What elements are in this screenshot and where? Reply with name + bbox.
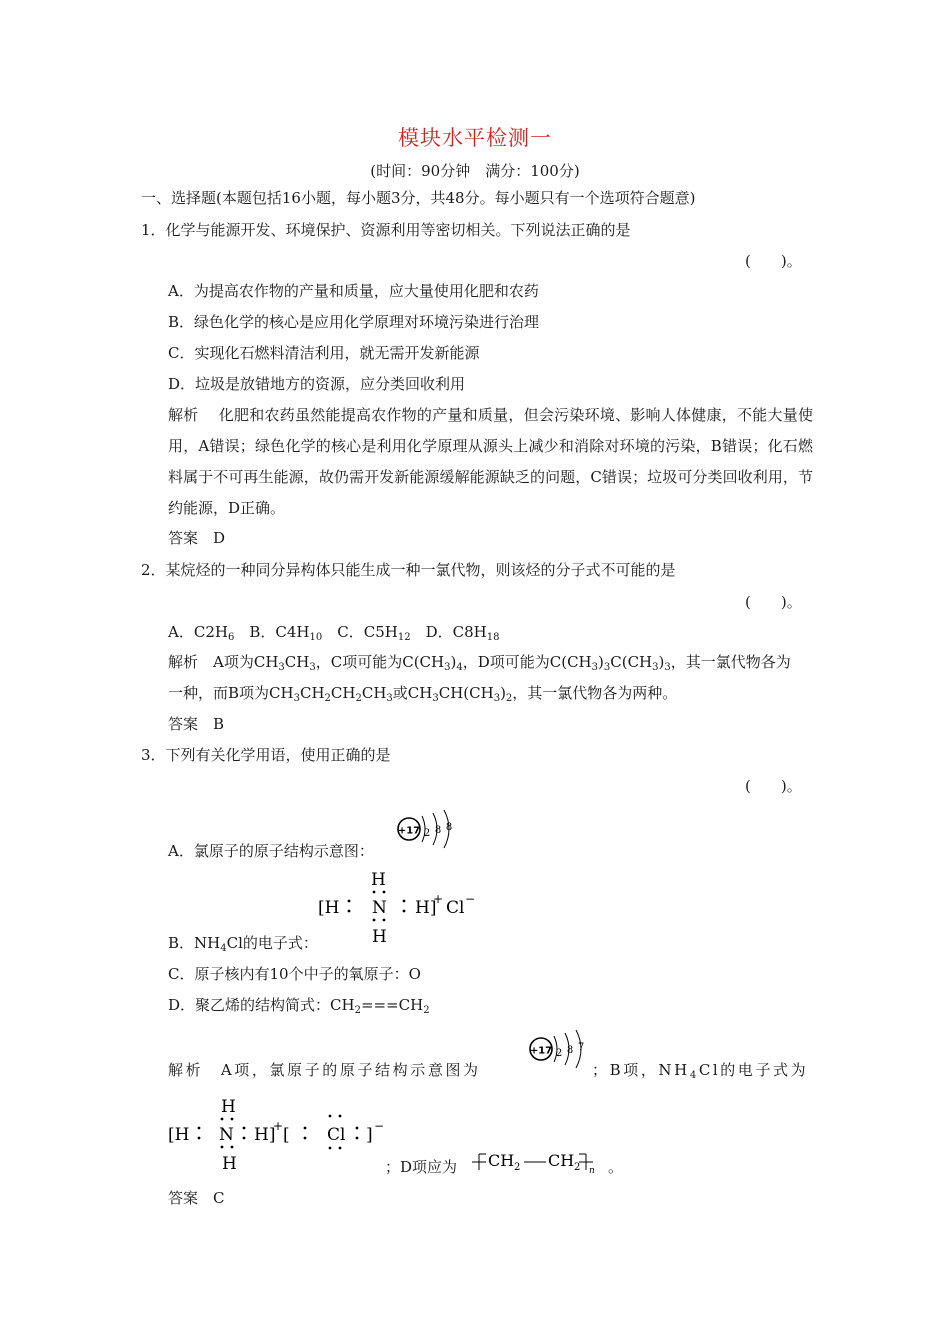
q3-analysis-label: 解析 [168, 1061, 204, 1079]
q2-option-a: A．C [168, 623, 206, 641]
q3-stem: 3．下列有关化学用语，使用正确的是 [141, 746, 391, 764]
q1-answer: 答案 D [168, 529, 226, 547]
svg-text:+17: +17 [529, 1045, 553, 1057]
q3-analysis-line1: 解析 A项，氯原子的原子结构示意图为 [168, 1061, 481, 1079]
chlorine-atom-structure-diagram-analysis [527, 1028, 597, 1074]
svg-text:H]: H] [415, 898, 437, 918]
svg-text:n: n [589, 1166, 595, 1176]
q2-option-b: B．C [249, 623, 287, 641]
svg-text:Cl: Cl [446, 898, 465, 918]
svg-text:H: H [222, 1154, 237, 1174]
q3-option-c: C．原子核内有10个中子的氧原子：O [168, 965, 421, 983]
q1-analysis [168, 400, 813, 524]
q2-analysis-line1: 解析 A项为$CH_3CH_3$，C项可能为$C(CH_3)_4$，D项可能为$C(CH_3)_3C(CH_3)_3$，其一氯代物各为 [168, 653, 791, 673]
q2-options: A．$C2H_6$ B．$C4H_{10}$ C．$C5H_{12}$ D．$C8H_{18}$ [168, 623, 500, 643]
q3-answer: 答案 C [168, 1189, 225, 1207]
svg-text:H: H [372, 927, 387, 947]
svg-text:]: ] [366, 1125, 373, 1145]
svg-text:2: 2 [423, 828, 431, 839]
svg-text:[: [ [283, 1125, 290, 1145]
svg-text:H: H [371, 870, 386, 890]
exam-time-score: (时间：90分钟 满分：100分) [370, 162, 580, 180]
q3-option-d: D．聚乙烯的结构简式：$CH_2===CH_2$ [168, 996, 430, 1016]
svg-text:+17: +17 [397, 825, 421, 837]
svg-text:8: 8 [445, 822, 453, 833]
svg-text:CH: CH [488, 1151, 515, 1170]
q2-option-d: D．C [425, 623, 465, 641]
q1-analysis-text: 化肥和农药虽然能提高农作物的产量和质量，但会污染环境、影响人体健康，不能大量使用，A错误；绿色化学的核心是利用化学原理从源头上减少和消除对环境的污染，B错误；化石燃料属于不可再生能源，故仍需开发新能源缓解能源缺乏的问题，C错误；垃圾可分类回收利用，节约能源，D正确。 [168, 406, 813, 517]
q2-option-c: C．C [337, 623, 376, 641]
svg-text:8: 8 [434, 825, 442, 836]
svg-text:−: − [465, 892, 476, 906]
section-heading: 一、选择题(本题包括16小题，每小题3分，共48分。每小题只有一个选项符合题意) [141, 189, 696, 207]
q1-stem: 1．化学与能源开发、环境保护、资源利用等密切相关。下列说法正确的是 [141, 221, 631, 239]
chlorine-atom-structure-diagram [395, 808, 465, 854]
svg-text:H: H [221, 1097, 236, 1117]
svg-text:2: 2 [555, 1048, 563, 1059]
page-title: 模块水平检测一 [398, 126, 552, 150]
svg-text:N: N [372, 898, 387, 918]
ammonium-chloride-electron-formula-option-b [318, 866, 488, 950]
polyethylene-structure-formula [468, 1146, 613, 1176]
svg-text:2: 2 [574, 1162, 581, 1173]
svg-text:N: N [219, 1125, 234, 1145]
svg-text:[H: [H [318, 898, 340, 918]
q3-answer-paren: ( )。 [745, 777, 802, 795]
svg-text:H]: H] [254, 1125, 276, 1145]
svg-text:+: + [273, 1119, 284, 1133]
svg-text:−: − [374, 1119, 385, 1133]
svg-text:[H: [H [168, 1125, 190, 1145]
q1-analysis-label: 解析 [168, 406, 199, 424]
q2-stem: 2．某烷烃的一种同分异构体只能生成一种一氯代物，则该烃的分子式不可能的是 [141, 561, 676, 579]
q2-answer-paren: ( )。 [745, 593, 802, 611]
svg-text:CH: CH [548, 1151, 575, 1170]
svg-text:7: 7 [577, 1042, 585, 1053]
q2-answer: 答案 B [168, 715, 225, 733]
svg-text:8: 8 [566, 1045, 574, 1056]
q2-analysis-line2: 一种，而B项为$CH_3CH_2CH_2CH_3$或$CH_3CH(CH_3)_2$，其一氯代物各为两种。 [168, 684, 678, 704]
svg-text:Cl: Cl [327, 1125, 346, 1145]
q1-option-b: B．绿色化学的核心是应用化学原理对环境污染进行治理 [168, 313, 540, 331]
q3-analysis-end: 。 [608, 1158, 624, 1176]
ammonium-chloride-electron-formula-analysis [168, 1093, 408, 1177]
q1-option-c: C．实现化石燃料清洁利用，就无需开发新能源 [168, 344, 480, 362]
q3-analysis-d: ；D项应为 [385, 1158, 458, 1176]
q3-option-b: B．$NH_4Cl$的电子式： [168, 934, 318, 954]
q1-option-d: D．垃圾是放错地方的资源，应分类回收利用 [168, 375, 466, 393]
q3-analysis-line1-tail: ；B项，$NH_4Cl$的电子式为 [592, 1061, 809, 1081]
q3-option-a: A．氯原子的原子结构示意图： [168, 842, 374, 860]
svg-text:2: 2 [514, 1162, 521, 1173]
q1-option-a: A．为提高农作物的产量和质量，应大量使用化肥和农药 [168, 282, 539, 300]
svg-text:+: + [433, 892, 444, 906]
q2-analysis-label: 解析 [168, 653, 199, 671]
q1-answer-paren: ( )。 [745, 252, 802, 270]
